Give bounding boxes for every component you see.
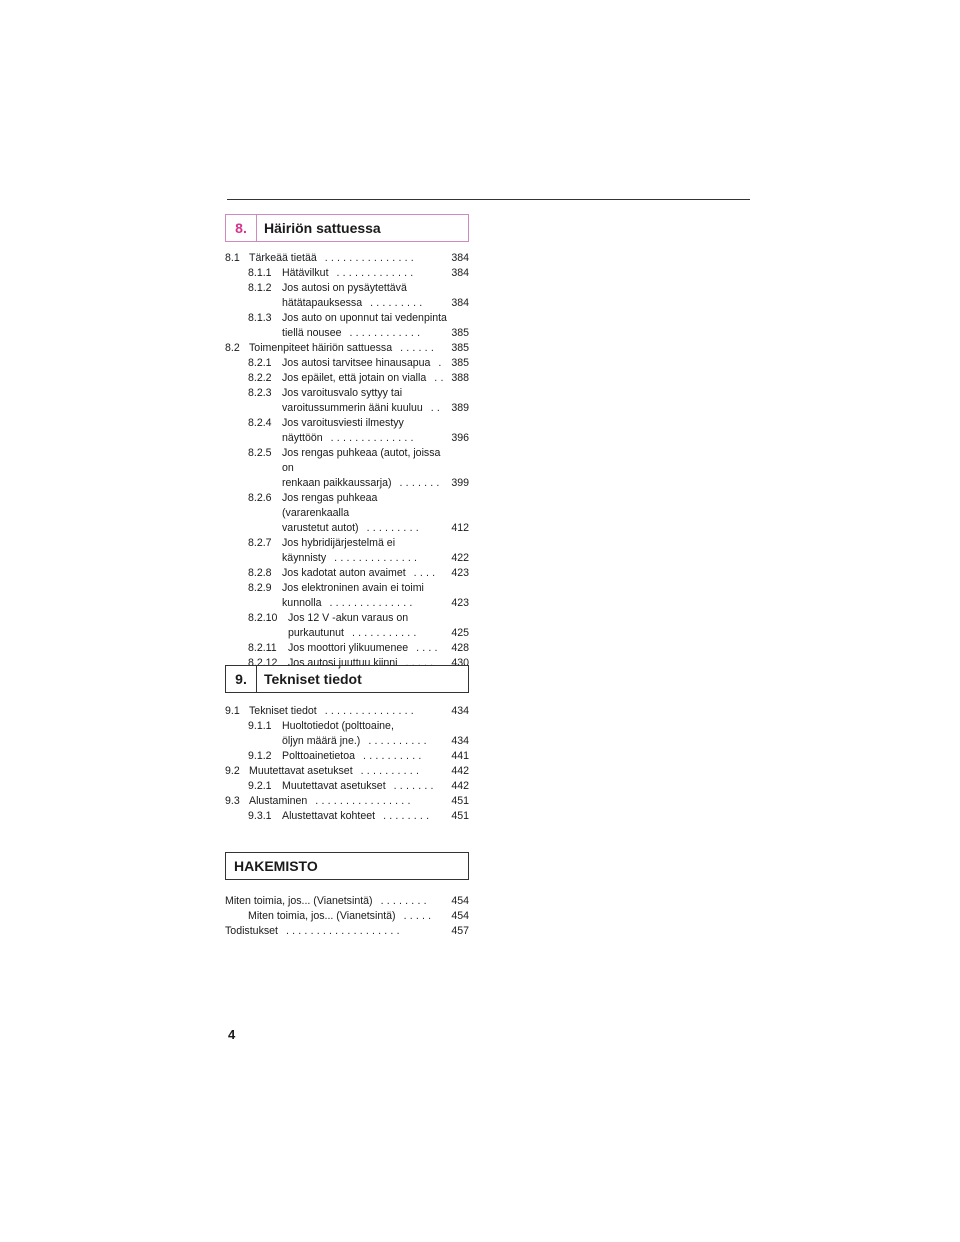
- top-rule: [227, 199, 750, 200]
- entry-title-cont: näyttöön: [282, 432, 323, 444]
- entry-page: 425: [451, 627, 469, 639]
- entry-title: Alustaminen: [249, 795, 308, 807]
- toc-entry[interactable]: [225, 924, 469, 939]
- entry-page: 384: [451, 252, 469, 264]
- toc-entry[interactable]: [225, 809, 469, 824]
- page-number: 4: [228, 1027, 236, 1042]
- toc-entry[interactable]: [225, 581, 469, 611]
- toc-section: [225, 852, 469, 939]
- toc-entry[interactable]: [225, 909, 469, 924]
- entry-number: 8.1.1: [248, 267, 272, 279]
- leader-dots: .........: [370, 297, 426, 309]
- toc-entry[interactable]: [225, 566, 469, 581]
- entry-page: 423: [451, 597, 469, 609]
- entry-page: 454: [451, 910, 469, 922]
- entry-page: 434: [451, 705, 469, 717]
- entry-number: 8.1: [225, 252, 240, 264]
- section-header: [225, 665, 469, 693]
- leader-dots: ...........: [351, 627, 420, 639]
- entry-number: 9.1.2: [248, 750, 272, 762]
- entry-page: 385: [451, 327, 469, 339]
- toc-entry[interactable]: [225, 794, 469, 809]
- entry-page: 428: [451, 642, 469, 654]
- leader-dots: ...................: [286, 925, 403, 937]
- entry-title: Tekniset tiedot: [249, 705, 317, 717]
- entry-page: 442: [451, 780, 469, 792]
- leader-dots: .: [438, 357, 445, 369]
- toc-section: [225, 665, 469, 824]
- toc-entry[interactable]: [225, 251, 469, 266]
- entry-page: 388: [451, 372, 469, 384]
- entry-number: 8.2: [225, 342, 240, 354]
- entry-number: 9.2.1: [248, 780, 272, 792]
- toc-entry[interactable]: [225, 764, 469, 779]
- entry-title-cont: renkaan paikkaussarja): [282, 477, 392, 489]
- toc-entry[interactable]: [225, 749, 469, 764]
- entry-title: Miten toimia, jos... (Vianetsintä): [225, 895, 373, 907]
- entry-number: 8.2.3: [248, 387, 272, 399]
- leader-dots: ..........: [368, 735, 430, 747]
- entry-number: 8.2.2: [248, 372, 272, 384]
- entry-title: Jos varoitusviesti ilmestyy: [282, 417, 404, 429]
- entry-number: 9.2: [225, 765, 240, 777]
- leader-dots: ....: [413, 567, 439, 579]
- entry-number: 8.2.9: [248, 582, 272, 594]
- entry-number: 9.1.1: [248, 720, 272, 732]
- toc-entry[interactable]: [225, 386, 469, 416]
- entry-title: Jos autosi on pysäytettävä: [282, 282, 407, 294]
- entry-page: 442: [451, 765, 469, 777]
- entry-number: 8.1.2: [248, 282, 272, 294]
- toc-section: [225, 214, 469, 671]
- entry-number: 8.2.5: [248, 447, 272, 459]
- entry-title: Jos elektroninen avain ei toimi: [282, 582, 424, 594]
- entry-page: 385: [451, 357, 469, 369]
- entry-page: 441: [451, 750, 469, 762]
- leader-dots: .....: [405, 657, 437, 669]
- entry-title-cont: öljyn määrä jne.): [282, 735, 361, 747]
- entry-number: 8.2.8: [248, 567, 272, 579]
- entry-page: 451: [451, 795, 469, 807]
- entry-page: 412: [451, 522, 469, 534]
- entry-title: Jos epäilet, että jotain on vialla: [282, 372, 427, 384]
- leader-dots: ...............: [324, 252, 417, 264]
- entry-title: Jos auto on uponnut tai vedenpinta: [282, 312, 447, 324]
- entry-title-cont: varustetut autot): [282, 522, 359, 534]
- entry-title: Tärkeää tietää: [249, 252, 317, 264]
- entry-title: Jos moottori ylikuumenee: [288, 642, 409, 654]
- leader-dots: ..: [434, 372, 447, 384]
- toc-entry[interactable]: [225, 281, 469, 311]
- toc-entry[interactable]: [225, 371, 469, 386]
- entry-page: 422: [451, 552, 469, 564]
- entry-title: Toimenpiteet häiriön sattuessa: [249, 342, 393, 354]
- leader-dots: ..: [430, 402, 444, 414]
- toc-entry[interactable]: [225, 266, 469, 281]
- leader-dots: .....: [403, 910, 435, 922]
- entry-page: 430: [451, 657, 469, 669]
- entry-title: Jos rengas puhkeaa (vararenkaalla: [282, 492, 378, 519]
- entry-title: Huoltotiedot (polttoaine,: [282, 720, 394, 732]
- entry-number: 9.1: [225, 705, 240, 717]
- entry-title-cont: käynnisty: [282, 552, 327, 564]
- leader-dots: ..........: [360, 765, 423, 777]
- entry-number: 8.2.10: [248, 612, 278, 624]
- leader-dots: .............: [336, 267, 417, 279]
- entry-title-cont: hätätapauksessa: [282, 297, 363, 309]
- section-title: Tekniset tiedot: [264, 671, 362, 687]
- toc-entry[interactable]: [225, 491, 469, 536]
- entry-number: 8.1.3: [248, 312, 272, 324]
- entry-title: Alustettavat kohteet: [282, 810, 376, 822]
- entry-title: Miten toimia, jos... (Vianetsintä): [248, 910, 396, 922]
- section-title: Häiriön sattuessa: [264, 220, 381, 236]
- toc-entry[interactable]: [225, 719, 469, 749]
- entry-page: 385: [451, 342, 469, 354]
- toc-entry[interactable]: [225, 341, 469, 356]
- entry-title-cont: kunnolla: [282, 597, 322, 609]
- entry-title: Jos varoitusvalo syttyy tai: [282, 387, 403, 399]
- leader-dots: ..........: [363, 750, 425, 762]
- entry-page: 457: [451, 925, 469, 937]
- leader-dots: ........: [383, 810, 433, 822]
- entry-number: 8.2.1: [248, 357, 272, 369]
- toc-entry[interactable]: [225, 536, 469, 566]
- section-number: 8.: [226, 215, 257, 241]
- leader-dots: ....: [416, 642, 441, 654]
- entry-title: Jos hybridijärjestelmä ei: [282, 537, 396, 549]
- entry-title: Muutettavat asetukset: [249, 765, 353, 777]
- entry-page: 384: [451, 297, 469, 309]
- toc-entry[interactable]: [225, 704, 469, 719]
- leader-dots: ................: [315, 795, 414, 807]
- entry-title-cont: purkautunut: [288, 627, 344, 639]
- leader-dots: .......: [399, 477, 443, 489]
- entry-page: 454: [451, 895, 469, 907]
- toc-entry[interactable]: [225, 894, 469, 909]
- leader-dots: .......: [393, 780, 437, 792]
- entry-page: 389: [451, 402, 469, 414]
- leader-dots: ..............: [334, 552, 421, 564]
- toc-entry[interactable]: [225, 356, 469, 371]
- entry-title-cont: varoitussummerin ääni kuuluu: [282, 402, 423, 414]
- entry-number: 9.3: [225, 795, 240, 807]
- entry-number: 8.2.11: [248, 642, 277, 654]
- entry-title: Jos rengas puhkeaa (autot, joissa on: [282, 447, 441, 474]
- entry-page: 396: [451, 432, 469, 444]
- entry-title: Jos autosi juuttuu kiinni: [288, 657, 398, 669]
- entry-title: Muutettavat asetukset: [282, 780, 386, 792]
- leader-dots: ........: [380, 895, 430, 907]
- entry-number: 8.2.12: [248, 657, 278, 669]
- toc-entry[interactable]: [225, 311, 469, 341]
- toc-entry[interactable]: [225, 641, 469, 656]
- leader-dots: ..............: [330, 432, 417, 444]
- entry-number: 9.3.1: [248, 810, 272, 822]
- entry-number: 8.2.4: [248, 417, 272, 429]
- entry-page: 451: [451, 810, 469, 822]
- entry-title: Jos autosi tarvitsee hinausapua: [282, 357, 431, 369]
- entry-page: 399: [451, 477, 469, 489]
- entry-page: 423: [451, 567, 469, 579]
- entry-title: Jos kadotat auton avaimet: [282, 567, 406, 579]
- leader-dots: .........: [366, 522, 422, 534]
- toc-entry[interactable]: [225, 779, 469, 794]
- leader-dots: ...............: [324, 705, 417, 717]
- section-header: [225, 852, 469, 880]
- leader-dots: ............: [349, 327, 424, 339]
- section-header: [225, 214, 469, 242]
- entry-title: Todistukset: [225, 925, 278, 937]
- entry-page: 434: [451, 735, 469, 747]
- toc-entry[interactable]: [225, 416, 469, 446]
- entry-title: Polttoainetietoa: [282, 750, 356, 762]
- entry-page: 384: [451, 267, 469, 279]
- leader-dots: ..............: [329, 597, 416, 609]
- entry-title: Hätävilkut: [282, 267, 329, 279]
- section-number: 9.: [226, 666, 257, 692]
- entry-number: 8.2.7: [248, 537, 272, 549]
- entry-title-cont: tiellä nousee: [282, 327, 342, 339]
- leader-dots: ......: [400, 342, 437, 354]
- entry-title: Jos 12 V -akun varaus on: [288, 612, 409, 624]
- toc-entry[interactable]: [225, 446, 469, 491]
- section-title: HAKEMISTO: [234, 858, 318, 874]
- entry-number: 8.2.6: [248, 492, 272, 504]
- toc-entry[interactable]: [225, 611, 469, 641]
